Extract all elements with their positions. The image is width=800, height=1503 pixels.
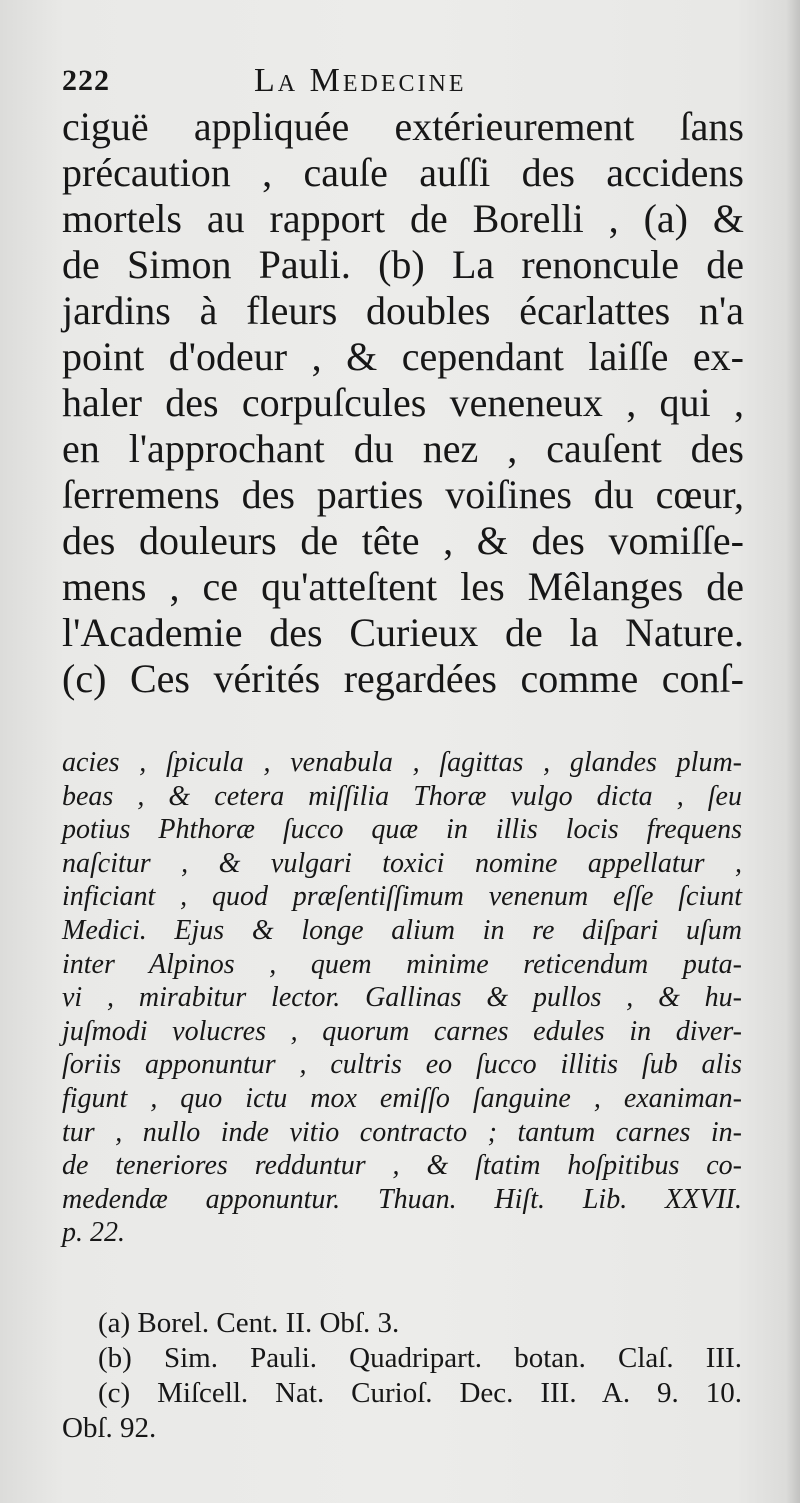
side-note-line: vi , mirabitur lector. Gallinas & pullos , & hu- bbox=[62, 982, 742, 1014]
side-note-block bbox=[62, 746, 742, 1250]
main-text-line: l'Academie des Curieux de la Nature. bbox=[62, 610, 744, 655]
side-note-line: ſoriis apponuntur , cultris eo ſucco illitis ſub alis bbox=[62, 1049, 742, 1081]
footnotes-block bbox=[62, 1306, 742, 1446]
main-text-line: ciguë appliquée extérieurement ſans bbox=[62, 104, 744, 149]
running-title: La Medecine bbox=[254, 62, 467, 99]
footnote-c bbox=[62, 1376, 742, 1411]
footnote-a bbox=[62, 1306, 742, 1341]
footnote-text: (b) Sim. Pauli. Quadripart. botan. Claſ. III. bbox=[98, 1342, 742, 1374]
side-note-line: naſcitur , & vulgari toxici nomine appellatur , bbox=[62, 847, 742, 879]
main-text-line: haler des corpuſcules veneneux , qui , bbox=[62, 380, 744, 425]
main-text-line: ſerremens des parties voiſines du cœur, bbox=[62, 472, 744, 517]
side-note-line: beas , & cetera miſſilia Thoræ vulgo dicta , ſeu bbox=[62, 780, 742, 812]
main-text-line: mortels au rapport de Borelli , (a) & bbox=[62, 196, 744, 241]
side-note-line: p. 22. bbox=[62, 1217, 125, 1249]
footnote-c-continuation: Obſ. 92. bbox=[62, 1412, 157, 1444]
main-text-block bbox=[62, 104, 744, 702]
side-note-line: acies , ſpicula , venabula , ſagittas , glandes plum- bbox=[62, 747, 742, 778]
page-edge-shadow bbox=[786, 0, 800, 1503]
side-note-line: inter Alpinos , quem minime reticendum puta- bbox=[62, 948, 742, 980]
main-text-line: précaution , cauſe auſſi des accidens bbox=[62, 150, 744, 195]
footnote-b bbox=[62, 1341, 742, 1376]
footnote-text: (c) Miſcell. Nat. Curioſ. Dec. III. A. 9. 10. bbox=[98, 1377, 742, 1409]
side-note-line: inficiant , quod præſentiſſimum venenum eſſe ſciunt bbox=[62, 881, 742, 913]
side-note-line: juſmodi volucres , quorum carnes edules in diver- bbox=[62, 1015, 742, 1047]
side-note-line: medendæ apponuntur. Thuan. Hiſt. Lib. XXVII. bbox=[62, 1183, 742, 1215]
main-text-line: (c) Ces vérités regardées comme conſ- bbox=[62, 656, 744, 701]
side-note-line: de teneriores redduntur , & ſtatim hoſpitibus co- bbox=[62, 1150, 742, 1182]
main-text-line: jardins à fleurs doubles écarlattes n'a bbox=[62, 288, 744, 333]
page-number: 222 bbox=[62, 64, 110, 97]
side-note-line: figunt , quo ictu mox emiſſo ſanguine , exaniman- bbox=[62, 1082, 742, 1114]
main-text-line: de Simon Pauli. (b) La renoncule de bbox=[62, 242, 744, 287]
side-note-line: Medici. Ejus & longe alium in re diſpari uſum bbox=[62, 914, 742, 946]
main-text-line: en l'approchant du nez , cauſent des bbox=[62, 426, 744, 471]
main-text-line: mens , ce qu'atteſtent les Mêlanges de bbox=[62, 564, 744, 609]
side-note-line: potius Phthoræ ſucco quæ in illis locis frequens bbox=[62, 814, 742, 846]
main-text-line: point d'odeur , & cependant laiſſe ex- bbox=[62, 334, 744, 379]
main-text-line: des douleurs de tête , & des vomiſſe- bbox=[62, 518, 744, 563]
side-note-line: tur , nullo inde vitio contracto ; tantum carnes in- bbox=[62, 1116, 742, 1148]
footnote-text: (a) Borel. Cent. II. Obſ. 3. bbox=[98, 1307, 400, 1339]
page-header bbox=[62, 56, 742, 106]
